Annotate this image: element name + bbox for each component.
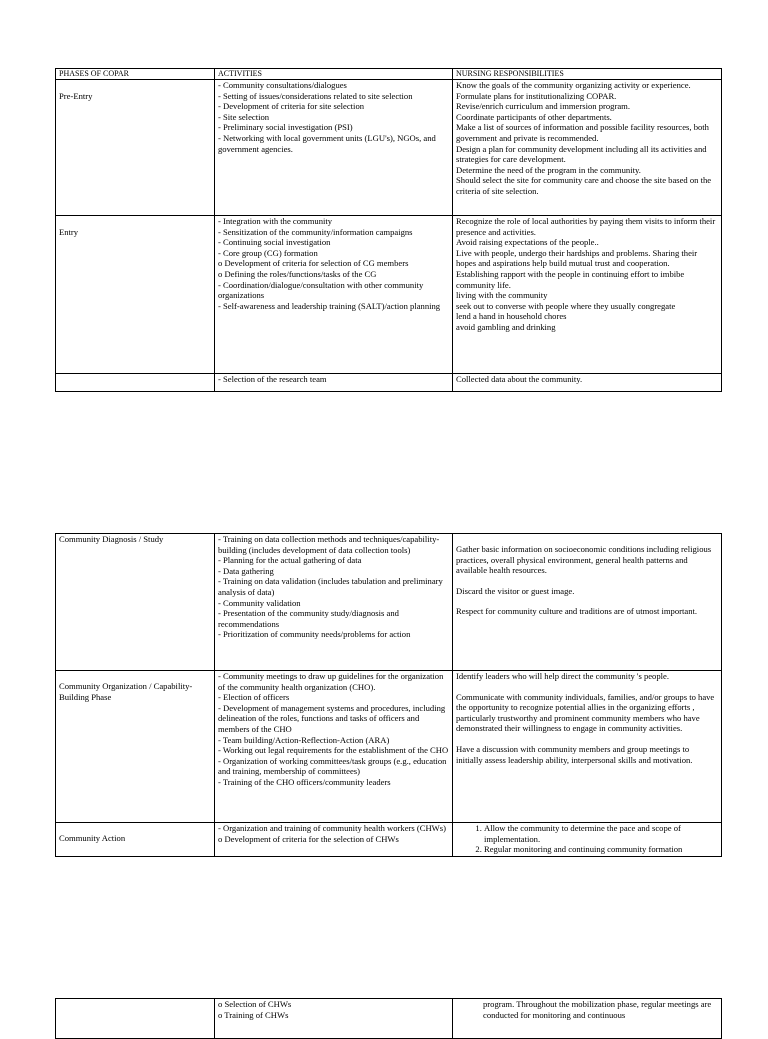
responsibilities-cell [453,823,722,857]
responsibility-item: seek out to converse with people where they usually congregate [456,300,676,311]
responsibility-item: Recognize the role of local authorities by paying them visits to inform their presence and activities. [456,216,716,237]
phase-cell: Entry [56,216,215,374]
responsibilities-cell [453,534,722,671]
responsibilities-cell [453,80,722,216]
activities-cell [215,823,453,857]
activity-item: - Site selection [218,111,270,122]
activities-cell [215,80,453,216]
activity-item: o Defining the roles/functions/tasks of the CG [218,268,377,279]
responsibility-item: Collected data about the community. [456,374,583,384]
phase-cell: Pre-Entry [56,80,215,216]
table-row [56,374,722,392]
responsibilities-cell [453,671,722,823]
activities-cell [215,534,453,671]
activities-cell [215,216,453,374]
activity-item: - Working out legal requirements for the establishment of the CHO [218,745,449,756]
activity-item: - Election of officers [218,692,290,703]
responsibility-item: Design a plan for community development including all its activities and strategies for care development. [456,143,707,165]
activity-item: - Team building/Action-Reflection-Action (ARA) [218,734,390,745]
header-activities: ACTIVITIES [215,69,453,80]
table-row [56,80,722,216]
responsibilities-cell [453,374,722,392]
responsibility-item: program. Throughout the mobilization phase, regular meetings are conducted for monitoring and continuous [483,999,712,1020]
table-row [56,999,722,1039]
table-header-row [56,69,722,80]
activity-item: o Selection of CHWs [218,999,292,1009]
activity-item: o Development of criteria for selection of CG members [218,258,409,269]
activities-cell [215,999,453,1039]
activity-item: - Organization and training of community health workers (CHWs) [218,823,446,833]
activity-item: - Selection of the research team [218,374,327,384]
table-row [56,216,722,374]
phase-cell: Community Action [56,823,215,857]
copar-table-page-1 [55,68,722,392]
activity-item: - Prioritization of community needs/problems for action [218,629,411,640]
responsibility-item: Gather basic information on socioeconomic conditions including religious practices, overall physical environment, general health patterns and available health resources. [456,544,712,576]
activity-item: - Sensitization of the community/information campaigns [218,226,413,237]
phase-cell: Community Diagnosis / Study [56,534,215,671]
activities-cell [215,374,453,392]
responsibility-item: Determine the need of the program in the community. [456,164,641,175]
activity-item: - Training of the CHO officers/community leaders [218,776,391,787]
responsibility-item: Establishing rapport with the people in continuing effort to imbibe community life. [456,268,685,290]
activity-item: - Preliminary social investigation (PSI) [218,122,353,133]
responsibility-item: Coordinate participants of other departments. [456,111,612,122]
activity-item: - Networking with local government units (LGU's), NGOs, and government agencies. [218,132,436,154]
list-item: 2. Regular monitoring and continuing community formation [484,844,718,855]
activity-item: - Planning for the actual gathering of data [218,555,362,566]
responsibility-item: Formulate plans for institutionalizing COPAR. [456,90,617,101]
responsibilities-cell [453,216,722,374]
activity-item: - Core group (CG) formation [218,247,318,258]
activity-item: - Organization of working committees/task groups (e.g., education and training, membership of committees) [218,755,447,777]
activity-item: - Community meetings to draw up guidelines for the organization of the community health organization (CHO). [218,671,444,692]
activity-item: - Development of management systems and procedures, including delineation of the roles, functions and tasks of officers and members of the CHO [218,702,446,734]
header-phases: PHASES OF COPAR [56,69,215,80]
table-row [56,823,722,857]
activity-item: o Development of criteria for the selection of CHWs [218,833,399,844]
responsibility-item: Should select the site for community care and choose the site based on the criteria of site selection. [456,175,712,196]
responsibility-item: Make a list of sources of information and possible facility resources, both government and private is recommended. [456,122,709,143]
responsibility-item: Have a discussion with community members and group meetings to initially assess leadership ability, interpersonal skills and motivation. [456,743,693,765]
responsibility-item: Live with people, undergo their hardships and problems. Sharing their hopes and aspirations help build mutual trust and cooperation. [456,247,698,269]
responsibility-item: Revise/enrich curriculum and immersion program. [456,101,630,112]
activity-item: - Continuing social investigation [218,237,331,248]
phase-cell [56,374,215,392]
responsibilities-cell [453,999,722,1039]
responsibility-item: Avoid raising expectations of the people.. [456,237,599,248]
responsibility-item: lend a hand in household chores [456,311,567,322]
copar-table-page-2 [55,533,722,857]
responsibility-item: Respect for community culture and traditions are of utmost important. [456,606,698,617]
activity-item: - Community validation [218,597,301,608]
responsibility-item: Communicate with community individuals, families, and/or groups to have the opportunity to recognize potential allies in the organizing efforts , particularly trustworthy and prominent community members who have demonstrated their willingness to engage in community activities. [456,691,715,734]
phase-cell [56,999,215,1039]
activity-item: - Training on data collection methods and techniques/capability-building (includes development of data collection tools) [218,534,440,555]
responsibility-item: living with the community [456,290,548,301]
numbered-list [456,823,718,855]
activity-item: - Coordination/dialogue/consultation with other community organizations [218,279,424,301]
phase-cell: Community Organization / Capability-Building Phase [56,671,215,823]
header-nursing-responsibilities: NURSING RESPONSIBILITIES [453,69,722,80]
activity-item: - Self-awareness and leadership training (SALT)/action planning [218,300,441,311]
activity-item: - Presentation of the community study/diagnosis and recommendations [218,608,399,629]
activity-item: - Development of criteria for site selection [218,101,365,112]
table-row [56,671,722,823]
activities-cell [215,671,453,823]
activity-item: - Data gathering [218,565,274,576]
responsibility-item: avoid gambling and drinking [456,321,556,332]
activity-item: o Training of CHWs [218,1009,289,1020]
list-item: 1. Allow the community to determine the pace and scope of implementation. [484,823,718,844]
responsibility-item: Identify leaders who will help direct the community 's people. [456,671,669,681]
activity-item: - Setting of issues/considerations related to site selection [218,90,413,101]
copar-table-page-3 [55,998,722,1039]
responsibility-item: Know the goals of the community organizing activity or experience. [456,80,691,90]
responsibility-item: Discard the visitor or guest image. [456,585,575,596]
table-row [56,534,722,671]
activity-item: - Integration with the community [218,216,333,226]
activity-item: - Community consultations/dialogues [218,80,347,90]
activity-item: - Training on data validation (includes tabulation and preliminary analysis of data) [218,576,443,597]
